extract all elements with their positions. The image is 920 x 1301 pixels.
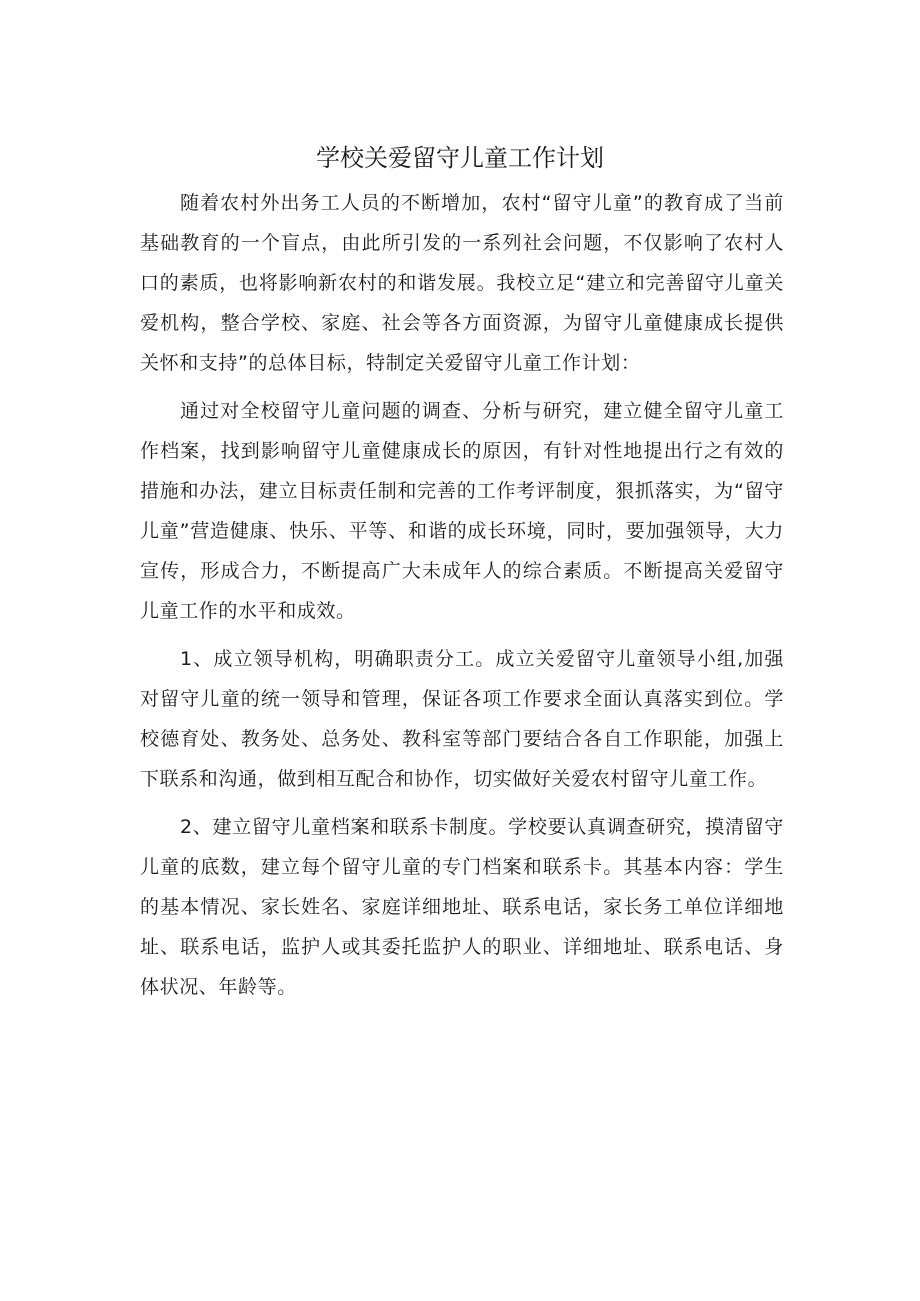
intro-paragraph: 随着农村外出务工人员的不断增加，农村“留守儿童”的教育成了当前基础教育的一个盲点，由此所引发的一系列社会问题，不仅影响了农村人口的素质，也将影响新农村的和谐发展。我校立足“建立和完善留守儿童关爱机构，整合学校、家庭、社会等各方面资源，为留守儿童健康成长提供关怀和支持”的总体目标，特制定关爱留守儿童工作计划：	[140, 192, 784, 374]
item-2-paragraph: 2、建立留守儿童档案和联系卡制度。学校要认真调查研究，摸清留守儿童的底数，建立每个留守儿童的专门档案和联系卡。其基本内容：学生的基本情况、家长姓名、家庭详细地址、联系电话，家长务工单位详细地址、联系电话，监护人或其委托监护人的职业、详细地址、联系电话、身体状况、年龄等。	[140, 816, 784, 998]
document-title: 学校关爱留守儿童工作计划	[316, 144, 604, 172]
goal-paragraph: 通过对全校留守儿童问题的调查、分析与研究，建立健全留守儿童工作档案，找到影响留守儿童健康成长的原因，有针对性地提出行之有效的措施和办法，建立目标责任制和完善的工作考评制度，狠抓落实，为“留守儿童”营造健康、快乐、平等、和谐的成长环境，同时，要加强领导，大力宣传，形成合力，不断提高广大未成年人的综合素质。不断提高关爱留守儿童工作的水平和成效。	[140, 400, 784, 622]
item-1-paragraph: 1、成立领导机构，明确职责分工。成立关爱留守儿童领导小组,加强对留守儿童的统一领导和管理，保证各项工作要求全面认真落实到位。学校德育处、教务处、总务处、教科室等部门要结合各自工作职能，加强上下联系和沟通，做到相互配合和协作，切实做好关爱农村留守儿童工作。	[140, 648, 784, 790]
document-body	[140, 183, 784, 1015]
